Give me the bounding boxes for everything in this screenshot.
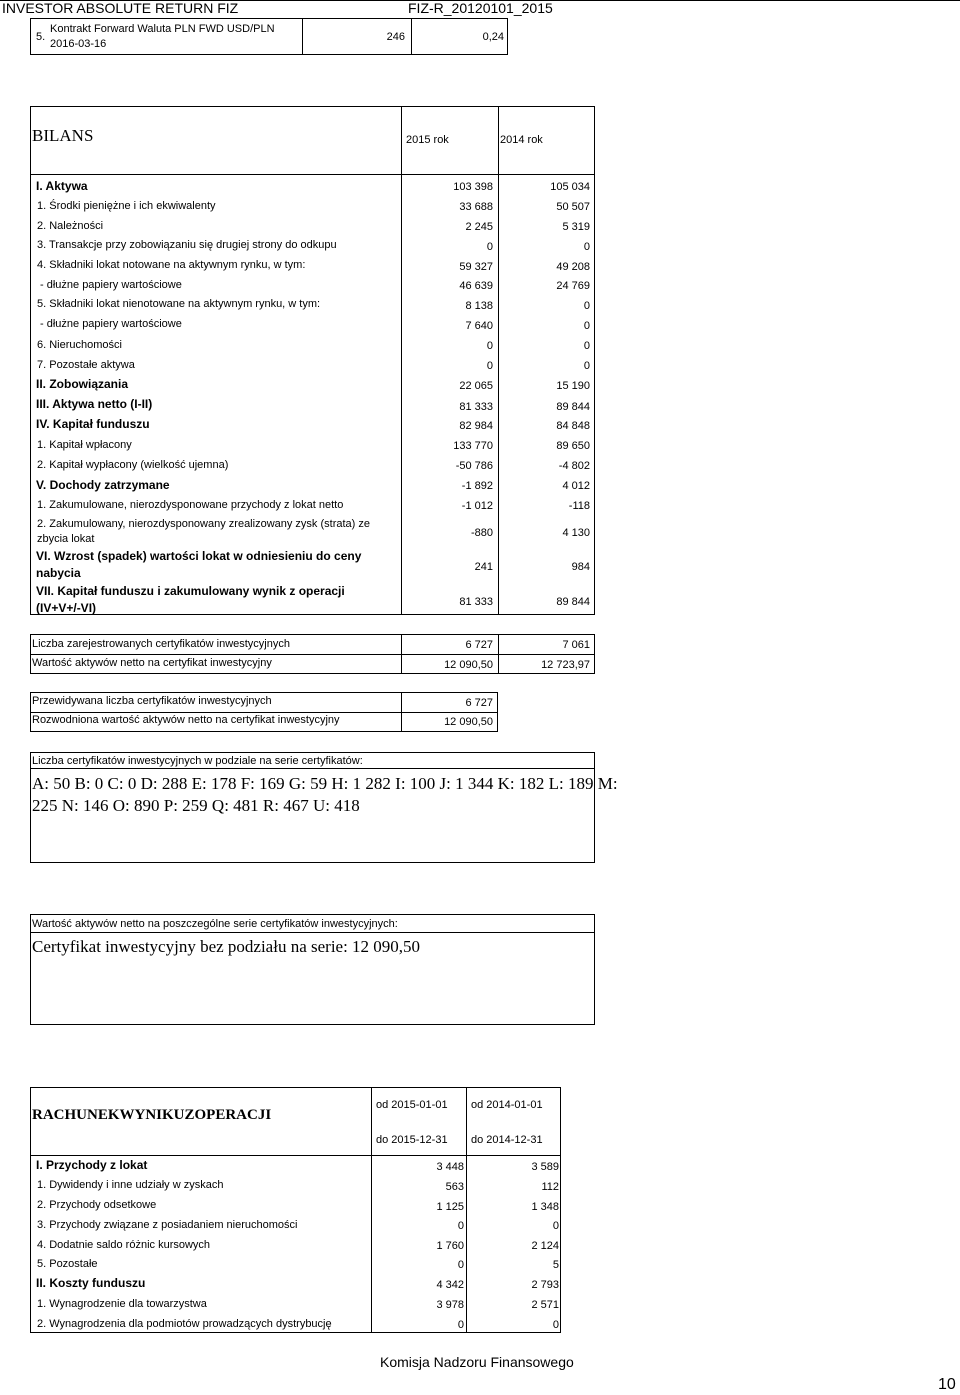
bilans-row-label: 2. Zakumulowany, nierozdysponowany zrealizowany zysk (strata) ze zbycia lokat <box>37 518 370 545</box>
bilans-row-label: VI. Wzrost (spadek) wartości lokat w odniesieniu do ceny nabycia <box>36 549 362 580</box>
cert-count-2015: 6 727 <box>465 639 493 651</box>
bilans-row-2015: -50 786 <box>455 460 493 472</box>
bilans-row-2015: 103 398 <box>453 181 493 193</box>
rachunek-row-v1: 1 125 <box>436 1201 464 1213</box>
bilans-row-2015: -880 <box>470 527 493 539</box>
rachunek-row-v2: 112 <box>541 1181 559 1193</box>
bilans-row-label: I. Aktywa <box>36 179 88 193</box>
top-row-date: 2016-03-16 <box>50 38 107 50</box>
top-row-percent: 0,24 <box>482 31 504 43</box>
series-split-line1: A: 50 B: 0 C: 0 D: 288 E: 178 F: 169 G: 59 H: 1 282 I: 100 J: 1 344 K: 182 L: 189 M: <box>32 774 618 793</box>
bilans-row-label: 4. Składniki lokat notowane na aktywnym rynku, w tym: <box>37 259 306 271</box>
bilans-row-2015: 0 <box>486 360 493 372</box>
bilans-row-2015: 82 984 <box>459 420 493 432</box>
bilans-row-2014: 4 130 <box>562 527 590 539</box>
bilans-row-2015: 33 688 <box>459 201 493 213</box>
bilans-row-2014: 15 190 <box>556 380 590 392</box>
diluted-nav-value: 12 090,50 <box>444 716 493 728</box>
footer-authority: Komisja Nadzoru Finansowego <box>380 1354 574 1370</box>
rachunek-row-v1: 0 <box>457 1319 464 1331</box>
rachunek-title: RACHUNEKWYNIKUZOPERACJI <box>32 1107 272 1123</box>
bilans-row-label: II. Zobowiązania <box>36 377 129 391</box>
bilans-row-label: 1. Kapitał wpłacony <box>37 439 132 451</box>
rachunek-row-v2: 5 <box>552 1259 559 1271</box>
rachunek-row-label: I. Przychody z lokat <box>36 1158 148 1172</box>
bilans-row-label: 1. Zakumulowane, nierozdysponowane przychody z lokat netto <box>37 499 344 511</box>
series-nav-text: Certyfikat inwestycyjny bez podziału na serie: 12 090,50 <box>32 937 421 956</box>
bilans-row-label: 1. Środki pieniężne i ich ekwiwalenty <box>37 200 216 212</box>
rachunek-row-v1: 563 <box>445 1181 464 1193</box>
bilans-row-2014: 105 034 <box>550 181 590 193</box>
bilans-row-2015: 0 <box>486 340 493 352</box>
bilans-row-2014: 89 650 <box>556 440 590 452</box>
bilans-row-label: 6. Nieruchomości <box>37 339 122 351</box>
bilans-row-2015: 81 333 <box>459 596 493 608</box>
rachunek-row-label: II. Koszty funduszu <box>36 1276 146 1290</box>
bilans-row-label: VII. Kapitał funduszu i zakumulowany wynik z operacji (IV+V+/-VI) <box>36 584 345 615</box>
bilans-row-2014: -4 802 <box>558 460 590 472</box>
bilans-row-2015: 22 065 <box>459 380 493 392</box>
bilans-row-2014: 0 <box>583 360 590 372</box>
bilans-row-label: V. Dochody zatrzymane <box>36 478 170 492</box>
projected-count-value: 6 727 <box>465 697 493 709</box>
rachunek-row-v1: 3 448 <box>436 1161 464 1173</box>
rachunek-row-label: 1. Dywidendy i inne udziały w zyskach <box>37 1179 224 1191</box>
bilans-row-2014: 0 <box>583 320 590 332</box>
rachunek-row-label: 2. Wynagrodzenia dla podmiotów prowadzących dystrybucję <box>37 1318 332 1330</box>
bilans-row-label: 3. Transakcje przy zobowiązaniu się drugiej strony do odkupu <box>37 239 337 251</box>
nav-per-cert-2014: 12 723,97 <box>541 659 590 671</box>
bilans-row-2015: -1 892 <box>461 480 493 492</box>
bilans-row-2014: 89 844 <box>556 401 590 413</box>
bilans-row-2014: 4 012 <box>562 480 590 492</box>
bilans-row-label: III. Aktywa netto (I-II) <box>36 397 153 411</box>
bilans-row-label: - dłużne papiery wartościowe <box>40 318 182 330</box>
bilans-row-label: 5. Składniki lokat nienotowane na aktywnym rynku, w tym: <box>37 298 321 310</box>
series-nav-label: Wartość aktywów netto na poszczególne serie certyfikatów inwestycyjnych: <box>32 918 398 930</box>
bilans-row-2015: 133 770 <box>453 440 493 452</box>
report-id: FIZ-R_20120101_2015 <box>408 0 553 16</box>
rachunek-row-label: 1. Wynagrodzenie dla towarzystwa <box>37 1298 207 1310</box>
series-split-line2: 225 N: 146 O: 890 P: 259 Q: 481 R: 467 U: 418 <box>32 796 360 815</box>
bilans-row-2014: 0 <box>583 300 590 312</box>
bilans-row-2014: 24 769 <box>556 280 590 292</box>
bilans-col-2014: 2014 rok <box>500 134 543 146</box>
bilans-row-label: 2. Należności <box>37 220 104 232</box>
rachunek-row-label: 4. Dodatnie saldo różnic kursowych <box>37 1239 211 1251</box>
bilans-row-2015: 81 333 <box>459 401 493 413</box>
rachunek-row-label: 2. Przychody odsetkowe <box>37 1199 157 1211</box>
bilans-title: BILANS <box>32 126 94 145</box>
bilans-row-label: 7. Pozostałe aktywa <box>37 359 135 371</box>
rachunek-row-v1: 0 <box>457 1259 464 1271</box>
bilans-row-2014: 5 319 <box>562 221 590 233</box>
rachunek-row-label: 5. Pozostałe <box>37 1258 98 1270</box>
rachunek-row-v2: 2 124 <box>531 1240 559 1252</box>
rachunek-col1-to: do 2015-12-31 <box>376 1134 448 1146</box>
bilans-row-2014: 89 844 <box>556 596 590 608</box>
fund-name: INVESTOR ABSOLUTE RETURN FIZ <box>2 0 239 16</box>
rachunek-row-v2: 0 <box>552 1220 559 1232</box>
cert-count-2014: 7 061 <box>562 639 590 651</box>
bilans-row-label: 2. Kapitał wypłacony (wielkość ujemna) <box>37 459 229 471</box>
top-row-value: 246 <box>386 31 405 43</box>
top-row-number: 5. <box>36 31 46 43</box>
rachunek-row-v1: 0 <box>457 1220 464 1232</box>
bilans-row-2015: 8 138 <box>465 300 493 312</box>
cert-count-label: Liczba zarejestrowanych certyfikatów inwestycyjnych <box>32 638 290 650</box>
rachunek-row-label: 3. Przychody związane z posiadaniem nieruchomości <box>37 1219 298 1231</box>
bilans-col-2015: 2015 rok <box>406 134 449 146</box>
bilans-row-2014: 84 848 <box>556 420 590 432</box>
diluted-nav-label: Rozwodniona wartość aktywów netto na certyfikat inwestycyjny <box>32 714 340 726</box>
bilans-row-2014: 49 208 <box>556 261 590 273</box>
bilans-row-2014: -118 <box>568 500 590 512</box>
bilans-row-2015: 46 639 <box>459 280 493 292</box>
rachunek-row-v1: 3 978 <box>436 1299 464 1311</box>
rachunek-row-v2: 3 589 <box>531 1161 559 1173</box>
rachunek-col2-to: do 2014-12-31 <box>471 1134 543 1146</box>
bilans-row-2015: -1 012 <box>461 500 493 512</box>
nav-per-cert-label: Wartość aktywów netto na certyfikat inwestycyjny <box>32 657 272 669</box>
bilans-row-2014: 0 <box>583 241 590 253</box>
rachunek-row-v2: 1 348 <box>531 1201 559 1213</box>
bilans-row-label: - dłużne papiery wartościowe <box>40 279 182 291</box>
rachunek-row-v1: 1 760 <box>436 1240 464 1252</box>
rachunek-row-v2: 2 793 <box>531 1279 559 1291</box>
page-number: 10 <box>938 1376 956 1393</box>
rachunek-col2-from: od 2014-01-01 <box>471 1099 543 1111</box>
bilans-row-2014: 0 <box>583 340 590 352</box>
rachunek-col1-from: od 2015-01-01 <box>376 1099 448 1111</box>
nav-per-cert-2015: 12 090,50 <box>444 659 493 671</box>
bilans-row-2015: 0 <box>486 241 493 253</box>
bilans-row-2015: 59 327 <box>459 261 493 273</box>
rachunek-row-v2: 0 <box>552 1319 559 1331</box>
bilans-row-2014: 984 <box>571 561 590 573</box>
top-row-name: Kontrakt Forward Waluta PLN FWD USD/PLN <box>50 23 275 35</box>
bilans-row-2014: 50 507 <box>556 201 590 213</box>
bilans-row-2015: 241 <box>474 561 493 573</box>
bilans-row-2015: 2 245 <box>465 221 493 233</box>
bilans-row-label: IV. Kapitał funduszu <box>36 417 150 431</box>
rachunek-row-v2: 2 571 <box>531 1299 559 1311</box>
rachunek-row-v1: 4 342 <box>436 1279 464 1291</box>
projected-count-label: Przewidywana liczba certyfikatów inwestycyjnych <box>32 695 272 707</box>
bilans-row-2015: 7 640 <box>465 320 493 332</box>
series-split-label: Liczba certyfikatów inwestycyjnych w podziale na serie certyfikatów: <box>32 755 363 767</box>
